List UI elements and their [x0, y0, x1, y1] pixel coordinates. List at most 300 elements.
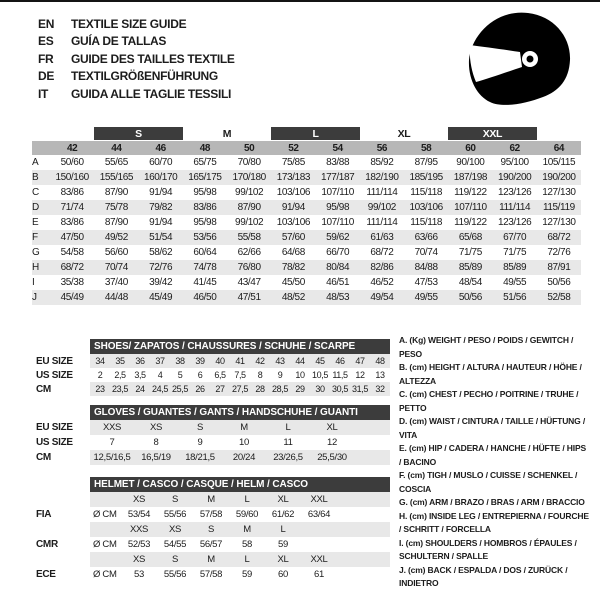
- value-cell: 84/88: [414, 262, 438, 273]
- value-cell: 11: [283, 437, 293, 448]
- value-cell: 68/72: [547, 232, 571, 243]
- value-cell: 190/200: [497, 172, 532, 183]
- value-cell: 85/92: [370, 157, 394, 168]
- value-cell: 20/24: [232, 452, 256, 463]
- helmet-value-row: [36, 537, 390, 552]
- value-cell: 59/62: [326, 232, 350, 243]
- unit-cell: Ø CM: [93, 569, 117, 580]
- size-header-cell: M: [207, 494, 215, 505]
- value-cell: 27: [215, 384, 225, 394]
- value-cell: 70/74: [414, 247, 438, 258]
- value-cell: 67/70: [503, 232, 527, 243]
- value-cell: 62/66: [237, 247, 261, 258]
- value-cell: 49/55: [414, 292, 438, 303]
- row-letter: D: [32, 202, 39, 213]
- helmet-size-row: [36, 492, 390, 507]
- value-cell: 43/47: [237, 277, 261, 288]
- value-cell: 185/195: [409, 172, 443, 183]
- value-cell: 50/60: [60, 157, 84, 168]
- value-cell: 6,5: [214, 370, 226, 380]
- value-cell: 36: [135, 356, 145, 366]
- value-cell: 103/106: [409, 202, 443, 213]
- value-cell: 115/118: [410, 217, 443, 228]
- row-label: [36, 552, 90, 567]
- value-cell: 80/84: [326, 262, 350, 273]
- value-cell: 47: [355, 356, 365, 366]
- size-header-cell: 64: [553, 142, 565, 154]
- value-cell: 83/88: [326, 157, 350, 168]
- row-values: [90, 382, 390, 396]
- value-cell: 41/45: [193, 277, 217, 288]
- row-label: CM: [36, 383, 51, 395]
- helmet-title-band: HELMET / CASCO / CASQUE / HELM / CASCO: [90, 477, 390, 492]
- size-header-cell: 46: [155, 142, 166, 154]
- value-cell: 2: [97, 370, 103, 380]
- size-row: [32, 290, 581, 305]
- helmet-rows: [36, 492, 390, 582]
- value-cell: 49/54: [370, 292, 394, 303]
- value-cell: 155/165: [99, 172, 134, 183]
- language-header: [38, 15, 235, 103]
- helmet-icon: [452, 8, 582, 113]
- row-values: [90, 435, 390, 450]
- size-group-cell: [50, 127, 94, 140]
- size-row: [32, 260, 581, 275]
- row-label: EU SIZE: [36, 422, 73, 433]
- value-cell: 83/86: [193, 202, 217, 213]
- value-cell: 47/50: [60, 232, 84, 243]
- top-border: [0, 0, 600, 2]
- value-cell: S: [196, 422, 204, 433]
- value-cell: 115/118: [410, 187, 443, 198]
- value-cell: 59: [242, 569, 252, 580]
- value-cell: M: [240, 422, 248, 433]
- language-code: DE: [38, 69, 55, 84]
- table-row: [36, 450, 390, 465]
- value-cell: 45: [315, 356, 325, 366]
- value-cell: 53/54: [127, 509, 151, 520]
- value-cell: 46/51: [326, 277, 350, 288]
- size-group-cell: M: [222, 127, 232, 140]
- value-cell: 182/190: [365, 172, 399, 183]
- value-cell: 30,5: [332, 384, 348, 394]
- value-cell: 95/98: [193, 187, 217, 198]
- value-cell: 10: [239, 437, 249, 448]
- value-cell: 83/86: [60, 217, 84, 228]
- value-cell: L: [285, 422, 291, 433]
- value-cell: 150/160: [55, 172, 89, 183]
- value-cell: 61/63: [370, 232, 394, 243]
- value-cell: 53/56: [193, 232, 217, 243]
- size-group-cell: [537, 127, 581, 140]
- size-header-cell: L: [244, 494, 250, 505]
- row-values: [90, 420, 390, 435]
- value-cell: 57/58: [199, 569, 223, 580]
- value-cell: 127/130: [542, 187, 576, 198]
- value-cell: 91/94: [149, 187, 173, 198]
- row-values: [90, 537, 390, 552]
- value-cell: 7: [109, 437, 115, 448]
- value-cell: 35/38: [60, 277, 84, 288]
- value-cell: 2,5: [114, 370, 126, 380]
- value-cell: 57/58: [199, 509, 223, 520]
- row-values: [90, 492, 390, 507]
- value-cell: 60: [278, 569, 288, 580]
- value-cell: 37: [155, 356, 165, 366]
- value-cell: 87/91: [547, 262, 571, 273]
- value-cell: 10,5: [312, 370, 328, 380]
- value-cell: 103/106: [276, 187, 311, 198]
- value-cell: 95/98: [193, 217, 217, 228]
- value-cell: 76/80: [237, 262, 261, 273]
- value-cell: 6: [197, 370, 203, 380]
- table-row: [36, 368, 390, 382]
- value-cell: 90/100: [456, 157, 485, 168]
- legend-item: D. (cm) WAIST / CINTURA / TAILLE / HÜFTUNG / VITA: [399, 416, 586, 440]
- table-row: [36, 354, 390, 368]
- language-title: GUÍA DE TALLAS: [71, 34, 167, 49]
- value-cell: 85/89: [503, 262, 527, 273]
- row-values: [90, 450, 390, 465]
- language-title: GUIDA ALLE TAGLIE TESSILI: [71, 86, 232, 101]
- value-cell: 54/58: [60, 247, 84, 258]
- value-cell: 190/200: [542, 172, 576, 183]
- value-cell: 111/114: [499, 202, 531, 213]
- value-cell: 49/55: [503, 277, 527, 288]
- letter-spacer: [32, 141, 50, 155]
- value-cell: 50/56: [458, 292, 482, 303]
- value-cell: XS: [149, 422, 163, 433]
- value-cell: 107/110: [321, 217, 354, 228]
- row-values: [90, 567, 390, 582]
- size-group-band: [32, 127, 581, 140]
- value-cell: 8: [257, 370, 263, 380]
- value-cell: 70/74: [104, 262, 128, 273]
- value-cell: 56/57: [199, 539, 223, 550]
- value-cell: 25,5/30: [317, 452, 347, 463]
- value-cell: 11,5: [332, 370, 348, 380]
- value-cell: 12,5/16,5: [93, 452, 131, 463]
- size-header-cell: XS: [132, 554, 146, 565]
- value-cell: 107/110: [321, 187, 354, 198]
- size-header-cell: 48: [199, 142, 211, 154]
- size-header-cell: S: [171, 494, 179, 505]
- size-header-row: [32, 141, 581, 155]
- value-cell: 83/86: [60, 187, 84, 198]
- value-cell: 87/90: [104, 217, 128, 228]
- row-letter: H: [32, 262, 39, 273]
- value-cell: 66/70: [326, 247, 350, 258]
- value-cell: 48/53: [326, 292, 350, 303]
- value-cell: 37/40: [104, 277, 128, 288]
- value-cell: 51/56: [503, 292, 527, 303]
- value-cell: 105/115: [542, 157, 576, 168]
- table-row: [36, 382, 390, 396]
- language-row: [38, 15, 235, 33]
- size-header-cell: 58: [420, 142, 432, 154]
- table-row: [36, 435, 390, 450]
- value-cell: 82/86: [370, 262, 394, 273]
- language-row: [38, 68, 235, 86]
- size-header-cell: 42: [66, 142, 78, 154]
- value-cell: 72/76: [149, 262, 173, 273]
- value-cell: 91/94: [149, 217, 173, 228]
- size-header-cell: L: [280, 524, 286, 535]
- value-cell: 71/75: [503, 247, 527, 258]
- value-cell: 70/80: [237, 157, 261, 168]
- row-values: [90, 368, 390, 382]
- helmet-value-row: [36, 567, 390, 582]
- value-cell: 9: [277, 370, 283, 380]
- value-cell: 68/72: [370, 247, 394, 258]
- row-letter: G: [32, 247, 40, 258]
- language-title: GUIDE DES TAILLES TEXTILE: [71, 51, 235, 66]
- value-cell: 58/62: [149, 247, 173, 258]
- size-group-cell: XL: [397, 127, 411, 140]
- value-cell: 48/52: [281, 292, 305, 303]
- size-header-cell: XL: [277, 554, 289, 565]
- gloves-table: [36, 405, 390, 465]
- value-cell: 59/60: [235, 509, 259, 520]
- value-cell: 12: [355, 370, 365, 380]
- size-header-cell: 62: [509, 142, 520, 154]
- value-cell: 55/65: [104, 157, 128, 168]
- value-cell: 99/102: [367, 202, 396, 213]
- row-label: CM: [36, 452, 51, 463]
- value-cell: 63/66: [414, 232, 438, 243]
- unit-cell: Ø CM: [93, 509, 117, 520]
- language-code: EN: [38, 16, 55, 31]
- value-cell: 45/50: [281, 277, 305, 288]
- value-cell: 187/198: [453, 172, 488, 183]
- value-cell: 7,5: [234, 370, 246, 380]
- value-cell: 46/50: [193, 292, 217, 303]
- helmet-size-row: [36, 552, 390, 567]
- size-header-cell: M: [243, 524, 251, 535]
- value-cell: 44/48: [104, 292, 128, 303]
- value-cell: 103/106: [276, 217, 311, 228]
- value-cell: 23/26,5: [273, 452, 303, 463]
- row-label: [36, 492, 90, 507]
- legend-item: C. (cm) CHEST / PECHO / POITRINE / TRUHE / PETTO: [399, 389, 579, 413]
- size-header-cell: XL: [277, 494, 289, 505]
- value-cell: 95/100: [500, 157, 529, 168]
- value-cell: 127/130: [542, 217, 576, 228]
- legend-item: F. (cm) TIGH / MUSLO / CUISSE / SCHENKEL / COSCIA: [399, 470, 578, 494]
- helmet-value-row: [36, 507, 390, 522]
- row-label: FIA: [36, 509, 52, 520]
- row-letter: C: [32, 187, 39, 198]
- row-letter: F: [32, 232, 38, 243]
- language-title: TEXTILE SIZE GUIDE: [71, 16, 187, 31]
- row-label: US SIZE: [36, 369, 73, 381]
- size-row: [32, 215, 581, 230]
- value-cell: 32: [375, 384, 385, 394]
- value-cell: 54/55: [163, 539, 187, 550]
- size-header-cell: XXS: [129, 524, 149, 535]
- size-header-cell: S: [171, 554, 179, 565]
- value-cell: 87/90: [104, 187, 128, 198]
- size-header-cell: XXL: [310, 554, 328, 565]
- row-letter: B: [32, 172, 39, 183]
- value-cell: 75/85: [281, 157, 305, 168]
- value-cell: 170/180: [232, 172, 266, 183]
- size-row: [32, 170, 581, 185]
- value-cell: 72/76: [547, 247, 571, 258]
- legend-item: J. (cm) BACK / ESPALDA / DOS / ZURÜCK / INDIETRO: [399, 564, 568, 588]
- size-header-cell: 56: [376, 142, 388, 154]
- value-cell: 30: [315, 384, 325, 394]
- value-cell: 99/102: [235, 187, 264, 198]
- shoes-table: [36, 339, 390, 396]
- value-cell: 18/21,5: [185, 452, 215, 463]
- language-code: IT: [38, 86, 49, 101]
- value-cell: 79/82: [149, 202, 173, 213]
- value-cell: 53: [134, 569, 144, 580]
- value-cell: 44: [295, 356, 305, 366]
- value-cell: 52/53: [127, 539, 151, 550]
- value-cell: 23: [95, 384, 105, 394]
- value-cell: 64/68: [281, 247, 305, 258]
- value-cell: 74/78: [193, 262, 217, 273]
- value-cell: 39/42: [149, 277, 173, 288]
- value-cell: 173/183: [276, 172, 311, 183]
- value-cell: 78/82: [281, 262, 305, 273]
- legend-item: A. (Kg) WEIGHT / PESO / POIDS / GEWITCH / PESO: [399, 335, 574, 359]
- value-cell: 10: [295, 370, 305, 380]
- value-cell: 34: [95, 356, 105, 366]
- size-header-cell: 60: [465, 142, 476, 154]
- value-cell: 48/54: [458, 277, 482, 288]
- language-row: [38, 50, 235, 68]
- gloves-rows: [36, 420, 390, 465]
- value-cell: 42: [255, 356, 265, 366]
- legend-item: E. (cm) HIP / CADERA / HANCHE / HÜFTE / HIPS / BACINO: [399, 443, 587, 467]
- value-cell: 25,5: [172, 384, 188, 394]
- size-row: [32, 155, 581, 170]
- value-cell: 71/75: [458, 247, 482, 258]
- value-cell: 75/78: [104, 202, 128, 213]
- value-cell: 49/52: [104, 232, 128, 243]
- visor-pivot-inner: [527, 56, 534, 63]
- value-cell: 5: [177, 370, 183, 380]
- size-row: [32, 185, 581, 200]
- value-cell: 91/94: [281, 202, 305, 213]
- language-code: ES: [38, 34, 54, 49]
- size-header-cell: S: [207, 524, 215, 535]
- value-cell: 123/126: [497, 217, 532, 228]
- value-cell: 123/126: [497, 187, 532, 198]
- row-letter: A: [32, 157, 39, 168]
- row-values: [90, 522, 390, 537]
- value-cell: 28: [255, 384, 265, 394]
- table-row: [36, 420, 390, 435]
- row-letter: I: [32, 277, 35, 288]
- value-cell: 9: [197, 437, 203, 448]
- size-header-cell: M: [207, 554, 215, 565]
- language-title: TEXTILGRÖßENFÜHRUNG: [71, 69, 218, 84]
- row-letter: J: [32, 292, 37, 303]
- value-cell: 47/51: [237, 292, 261, 303]
- value-cell: 56/60: [104, 247, 128, 258]
- value-cell: 27,5: [232, 384, 248, 394]
- value-cell: 111/114: [366, 217, 398, 228]
- value-cell: 165/175: [188, 172, 222, 183]
- value-cell: 24: [135, 384, 145, 394]
- row-label: [36, 522, 90, 537]
- value-cell: 160/170: [143, 172, 178, 183]
- value-cell: 65/75: [193, 157, 217, 168]
- size-header-cell: 50: [243, 142, 255, 154]
- value-cell: 40: [215, 356, 225, 366]
- value-cell: 35: [115, 356, 125, 366]
- value-cell: 3,5: [134, 370, 146, 380]
- unit-cell: Ø CM: [93, 539, 117, 550]
- value-cell: 119/122: [454, 187, 487, 198]
- value-cell: 26: [195, 384, 205, 394]
- language-code: FR: [38, 51, 54, 66]
- helmet-table: [36, 477, 390, 582]
- value-cell: 24,5: [152, 384, 168, 394]
- value-cell: 59: [278, 539, 288, 550]
- size-header-cell: XXL: [310, 494, 328, 505]
- row-label: US SIZE: [36, 437, 73, 448]
- letter-spacer: [32, 127, 50, 140]
- language-row: [38, 33, 235, 51]
- value-cell: 95/98: [326, 202, 350, 213]
- value-cell: 107/110: [454, 202, 487, 213]
- value-cell: 119/122: [454, 217, 487, 228]
- value-cell: 29: [295, 384, 305, 394]
- value-cell: 12: [327, 437, 337, 448]
- row-letter: E: [32, 217, 39, 228]
- size-group-cell: S: [94, 127, 182, 140]
- value-cell: 28,5: [272, 384, 288, 394]
- size-header-cell: 52: [288, 142, 299, 154]
- size-group-cell: XXL: [448, 127, 536, 140]
- size-row: [32, 275, 581, 290]
- value-cell: 23,5: [112, 384, 128, 394]
- value-cell: 87/90: [237, 202, 261, 213]
- gloves-title-band: GLOVES / GUANTES / GANTS / HANDSCHUHE / GUANTI: [90, 405, 390, 420]
- value-cell: 87/95: [414, 157, 438, 168]
- value-cell: 61/62: [271, 509, 295, 520]
- helmet-size-row: [36, 522, 390, 537]
- value-cell: XL: [326, 422, 338, 433]
- size-header-cell: L: [244, 554, 250, 565]
- value-cell: 55/56: [163, 509, 187, 520]
- legend-item: H. (cm) INSIDE LEG / ENTREPIERNA / FOURCHE / SCHRITT / FORCELLA: [399, 510, 589, 534]
- row-values: [90, 552, 390, 567]
- shoes-rows: [36, 354, 390, 396]
- row-label: EU SIZE: [36, 355, 73, 367]
- value-cell: 55/58: [237, 232, 261, 243]
- legend-item: I. (cm) SHOULDERS / HOMBROS / ÉPAULES / SCHULTERN / SPALLE: [399, 537, 577, 561]
- value-cell: 43: [275, 356, 285, 366]
- legend-item: B. (cm) HEIGHT / ALTURA / HAUTEUR / HÖHE / ALTEZZA: [399, 362, 582, 386]
- language-row: [38, 85, 235, 103]
- size-header-cell: 44: [111, 142, 122, 154]
- size-header-cell: 54: [332, 142, 343, 154]
- value-cell: 52/58: [547, 292, 571, 303]
- measurement-legend: [399, 334, 589, 591]
- value-cell: 177/187: [320, 172, 355, 183]
- value-cell: 115/119: [542, 202, 575, 213]
- size-row: [32, 230, 581, 245]
- value-cell: 60/64: [193, 247, 217, 258]
- row-label: CMR: [36, 539, 58, 550]
- value-cell: 71/74: [60, 202, 84, 213]
